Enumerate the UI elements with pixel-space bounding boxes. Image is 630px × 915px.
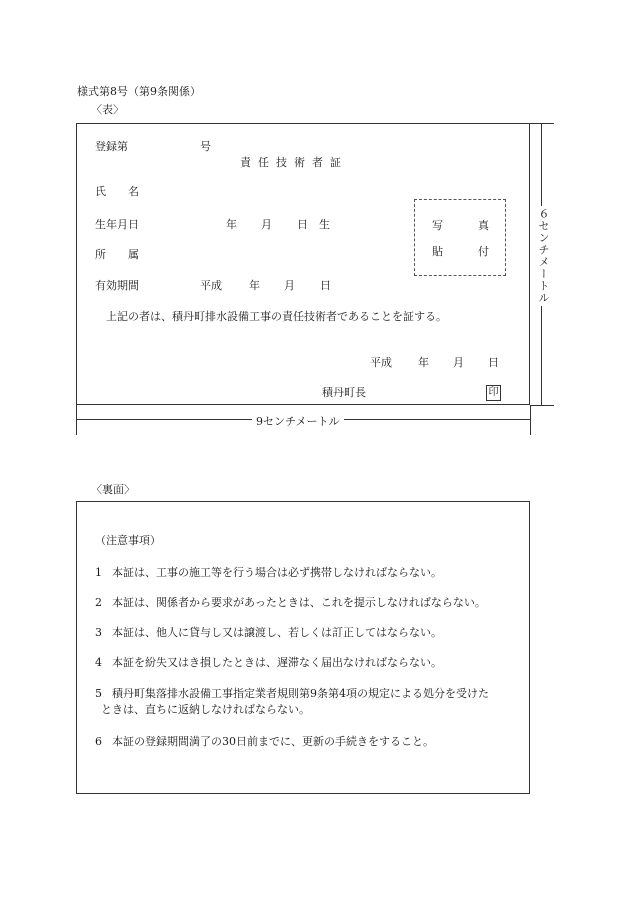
note-2-number: 2 (95, 596, 102, 609)
note-1-text: 本証は、工事の施工等を行う場合は必ず携帯しなければならない。 (112, 566, 442, 579)
note-1-number: 1 (95, 566, 102, 579)
note-6-number: 6 (95, 735, 102, 748)
affiliation-label: 所 属 (95, 248, 139, 261)
validity-label: 有効期間 (95, 279, 139, 292)
issue-month: 月 (453, 356, 464, 369)
registration-suffix: 号 (200, 140, 211, 153)
seal-box: 印 (486, 385, 501, 401)
birthdate-day: 日 (297, 218, 308, 231)
validity-era: 平成 (200, 279, 222, 292)
photo-placeholder (414, 199, 506, 276)
certification-text: 上記の者は、積丹町排水設備工事の責任技術者であることを証する。 (106, 310, 447, 323)
photo-label-1b: 真 (478, 219, 489, 232)
height-dim-tick-top (530, 123, 554, 124)
registration-prefix: 登録第 (95, 140, 128, 153)
note-3-number: 3 (95, 626, 102, 639)
validity-year: 年 (249, 279, 260, 292)
issue-era: 平成 (370, 356, 392, 369)
issue-year: 年 (418, 356, 429, 369)
card-title: 責任技術者証 (240, 156, 348, 169)
birthdate-month: 月 (261, 218, 272, 231)
form-number: 様式第8号（第9条関係） (77, 85, 201, 98)
width-dimension-label: 9センチメートル (252, 413, 344, 429)
width-dim-tick-right (530, 405, 531, 435)
validity-month: 月 (284, 279, 295, 292)
birthdate-label: 生年月日 (95, 218, 139, 231)
birthdate-year: 年 (226, 218, 237, 231)
birthdate-born: 生 (319, 218, 330, 231)
photo-label-2a: 貼 (432, 245, 443, 258)
photo-label-2b: 付 (478, 245, 489, 258)
back-section-label: 〈裏面〉 (91, 483, 135, 496)
validity-day: 日 (320, 279, 331, 292)
issue-day: 日 (488, 356, 499, 369)
note-3-text: 本証は、他人に貸与し又は譲渡し、若しくは訂正してはならない。 (112, 626, 442, 639)
note-4-number: 4 (95, 656, 102, 669)
notes-title: （注意事項） (95, 534, 161, 547)
height-dimension-label: ６センチメートル (537, 208, 550, 304)
issuer-name: 積丹町長 (322, 386, 366, 399)
photo-label-1a: 写 (432, 219, 443, 232)
note-5-number: 5 (95, 687, 102, 700)
note-2-text: 本証は、関係者から要求があったときは、これを提示しなければならない。 (112, 596, 486, 609)
name-label: 氏 名 (95, 185, 139, 198)
width-dim-tick-left (76, 405, 77, 435)
note-5-text: 積丹町集落排水設備工事指定業者規則第9条第4項の規定による処分を受けた (112, 687, 489, 700)
height-dim-tick-bottom (530, 405, 554, 406)
note-6-text: 本証の登録期間満了の30日前までに、更新の手続きをすること。 (112, 735, 434, 748)
note-4-text: 本証を紛失又はき損したときは、遅滞なく届出なければならない。 (112, 656, 442, 669)
note-5-text-continued: ときは、直ちに返納しなければならない。 (101, 703, 310, 716)
front-section-label: 〈表〉 (91, 103, 124, 116)
